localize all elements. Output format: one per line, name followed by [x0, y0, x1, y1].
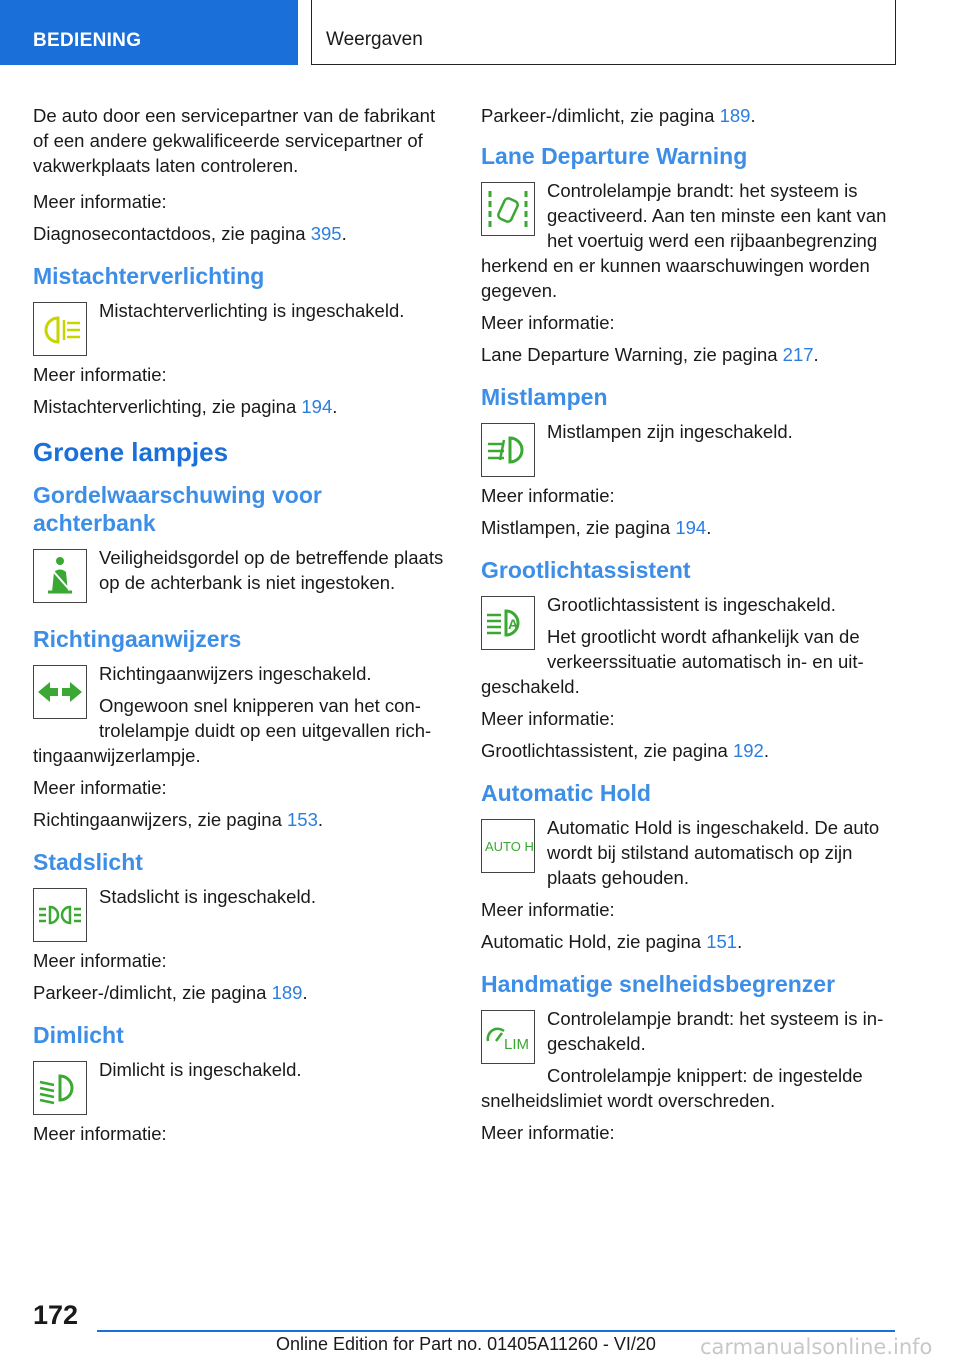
- rear-fog-light-icon: [33, 302, 87, 356]
- turn-more: Meer informatie:: [33, 777, 167, 798]
- indicator-fog: [481, 419, 896, 483]
- auto-hold-icon: [481, 819, 535, 873]
- speed-limiter-icon: [481, 1010, 535, 1064]
- page-link-395[interactable]: 395: [310, 223, 342, 244]
- intro-reference: Diagnosecontactdoos, zie pagina 395.: [33, 223, 347, 244]
- page-link-194[interactable]: 194: [301, 396, 333, 417]
- lane-more: Meer informatie:: [481, 312, 615, 333]
- right-column: [481, 103, 896, 1156]
- indicator-turn: [33, 661, 448, 775]
- high-beam-reference: Grootlichtassistent, zie pagina 192.: [481, 740, 769, 761]
- high-beam-assistant-icon: [481, 596, 535, 650]
- page-link-189-right[interactable]: 189: [719, 105, 751, 126]
- rear-fog-more: Meer informatie:: [33, 364, 167, 385]
- turn-text-1: Richtingaanwijzers ingeschakeld.: [99, 663, 372, 684]
- rear-fog-text: Mistachterverlichting is ingeschakeld.: [99, 300, 405, 321]
- front-fog-light-icon: [481, 423, 535, 477]
- belt-text: Veiligheidsgordel op de betreffende plaats op de achterbank is niet ingestoken.: [99, 547, 444, 593]
- page-link-192[interactable]: 192: [732, 740, 764, 761]
- watermark: carmanualsonline.info: [700, 1335, 933, 1359]
- limiter-text-1: Controlelampje brandt: het systeem is ingeschakeld.: [547, 1008, 884, 1054]
- fog-more: Meer informatie:: [481, 485, 615, 506]
- indicator-belt: [33, 545, 448, 609]
- left-column: [33, 103, 448, 1157]
- page-link-189[interactable]: 189: [271, 982, 303, 1003]
- indicator-parking: [33, 884, 448, 948]
- heading-rear-fog: Mistachterverlichting: [33, 263, 265, 289]
- svg-text:AUTO H: AUTO H: [485, 839, 534, 854]
- svg-text:A: A: [508, 616, 519, 632]
- section-tab: BEDIENING: [0, 0, 298, 65]
- rear-fog-reference: Mistachterverlichting, zie pagina 194.: [33, 396, 338, 417]
- page-link-194-right[interactable]: 194: [675, 517, 707, 538]
- heading-green-lamps: Groene lampjes: [33, 437, 229, 467]
- turn-signal-icon: [33, 665, 87, 719]
- svg-text:LIM: LIM: [504, 1036, 530, 1053]
- auto-hold-more: Meer informatie:: [481, 899, 615, 920]
- heading-high-beam: Grootlichtassistent: [481, 557, 691, 583]
- lane-departure-icon: [481, 182, 535, 236]
- page-number: 172: [33, 1300, 79, 1330]
- parking-reference: Parkeer-/dimlicht, zie pagina 189.: [33, 982, 308, 1003]
- limiter-text-2: Controlelampje knippert: de ingestelde snelheidslimiet wordt overschreden.: [481, 1065, 863, 1111]
- indicator-rear-fog: [33, 298, 448, 362]
- continued-reference: Parkeer-/dimlicht, zie pagina 189.: [481, 105, 756, 126]
- intro-more: Meer informatie:: [33, 191, 167, 212]
- lane-text: Controlelampje brandt: het systeem is geactiveerd. Aan ten minste een kant van het voertuig werd een rijbaanbegrenzing herkend en er kunnen waarschuwingen worden gegeven.: [481, 180, 887, 301]
- fog-reference: Mistlampen, zie pagina 194.: [481, 517, 712, 538]
- seatbelt-icon: [33, 549, 87, 603]
- heading-low-beam: Dimlicht: [33, 1022, 124, 1048]
- low-beam-icon: [33, 1061, 87, 1115]
- auto-hold-text: Automatic Hold is ingeschakeld. De auto wordt bij stilstand automatisch op zijn plaats gehouden.: [547, 817, 880, 888]
- heading-belt: Gordelwaarschuwing voor achterbank: [33, 482, 322, 536]
- heading-turn: Richtingaanwijzers: [33, 626, 242, 652]
- indicator-auto-hold: [481, 815, 896, 897]
- fog-text: Mistlampen zijn ingeschakeld.: [547, 421, 793, 442]
- parking-more: Meer informatie:: [33, 950, 167, 971]
- page-link-151[interactable]: 151: [706, 931, 738, 952]
- turn-reference: Richtingaanwijzers, zie pagina 153.: [33, 809, 324, 830]
- auto-hold-reference: Automatic Hold, zie pagina 151.: [481, 931, 743, 952]
- chapter-tab: Weergaven: [311, 0, 896, 65]
- heading-limiter: Handmatige snelheidsbegrenzer: [481, 971, 836, 997]
- heading-fog: Mistlampen: [481, 384, 608, 410]
- parking-light-icon: [33, 888, 87, 942]
- heading-auto-hold: Automatic Hold: [481, 780, 651, 806]
- indicator-lane: [481, 178, 896, 310]
- heading-parking: Stadslicht: [33, 849, 143, 875]
- page-link-153[interactable]: 153: [287, 809, 318, 830]
- indicator-low-beam: [33, 1057, 448, 1121]
- low-beam-text: Dimlicht is ingeschakeld.: [99, 1059, 302, 1080]
- parking-text: Stadslicht is ingeschakeld.: [99, 886, 316, 907]
- low-beam-more: Meer informatie:: [33, 1123, 167, 1144]
- high-beam-text-1: Grootlichtassistent is ingeschakeld.: [547, 594, 836, 615]
- edition-text: Online Edition for Part no. 01405A11260 - VI/20: [276, 1334, 656, 1354]
- high-beam-more: Meer informatie:: [481, 708, 615, 729]
- page-link-217[interactable]: 217: [782, 344, 814, 365]
- turn-text-2: Ongewoon snel knipperen van het controlelampje duidt op een uitgevallen richtingaanwijzerlampje.: [33, 695, 432, 766]
- lane-reference: Lane Departure Warning, zie pagina 217.: [481, 344, 819, 365]
- footer-rule: [97, 1330, 895, 1332]
- indicator-high-beam: [481, 592, 896, 706]
- indicator-limiter: [481, 1006, 896, 1120]
- high-beam-text-2: Het grootlicht wordt afhankelijk van de verkeerssituatie automatisch in- en uitgeschakeld.: [481, 626, 864, 697]
- intro-text: De auto door een servicepartner van de fabrikant of een andere gekwalificeerde servicepartner of vakwerkplaats laten controleren.: [33, 105, 436, 176]
- heading-lane: Lane Departure Warning: [481, 143, 748, 169]
- limiter-more: Meer informatie:: [481, 1122, 615, 1143]
